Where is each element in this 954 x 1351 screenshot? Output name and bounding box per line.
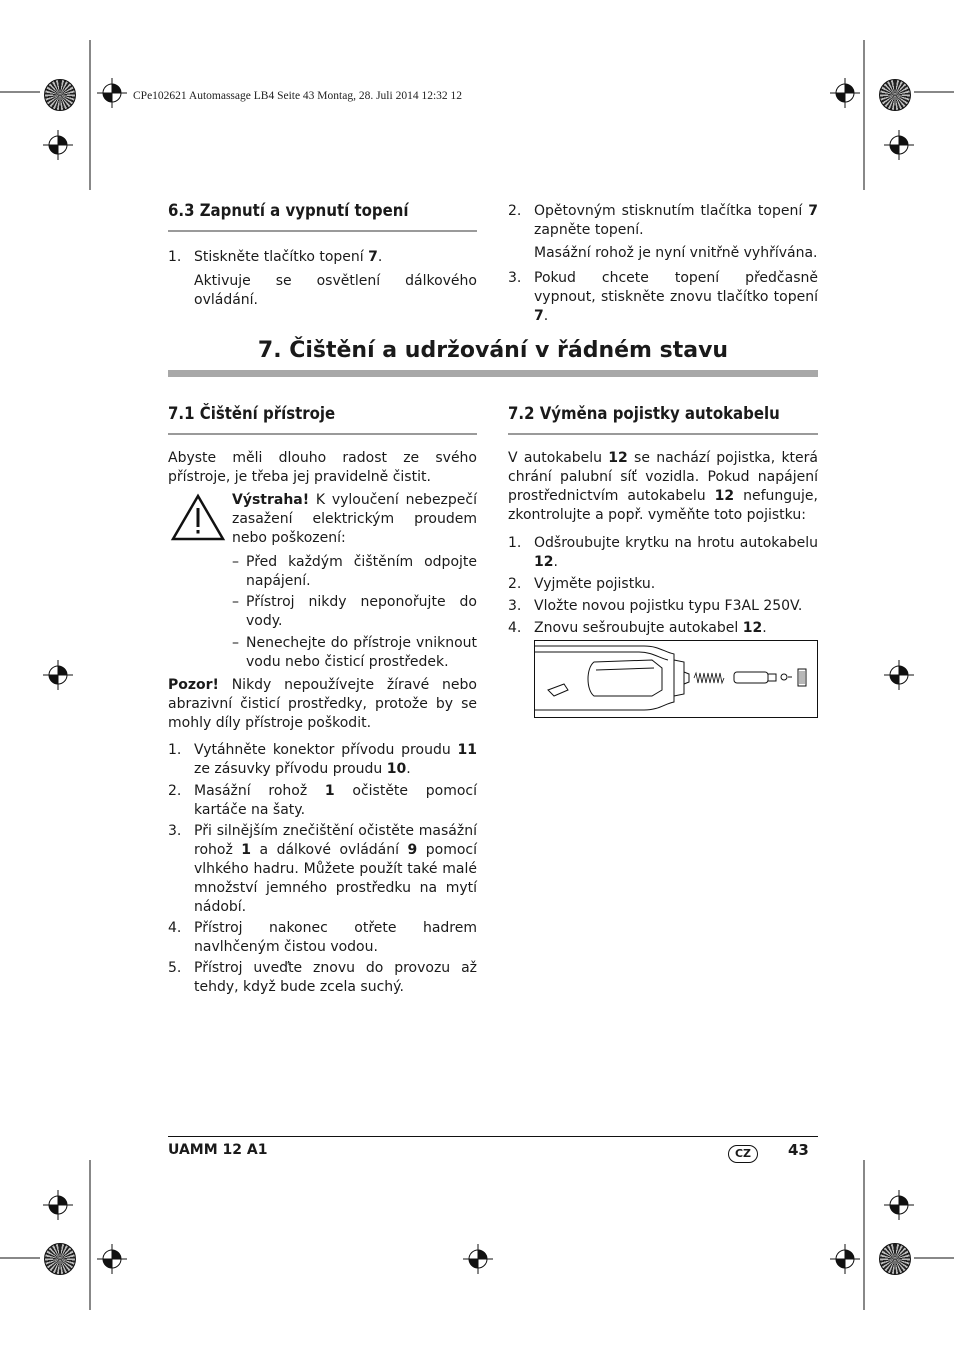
page-number: 43 <box>788 1141 809 1159</box>
color-wheel-icon <box>44 79 76 111</box>
note-text: Masážní rohož je nyní vnitřně vyhřívána. <box>534 245 818 261</box>
target-mark-icon <box>830 1244 860 1274</box>
target-mark-icon <box>884 1190 914 1220</box>
section-rule <box>508 433 818 435</box>
color-wheel-icon <box>879 1243 911 1275</box>
language-badge: CZ <box>728 1145 758 1163</box>
target-mark-icon <box>43 1190 73 1220</box>
target-mark-icon <box>884 660 914 690</box>
intro-text: V autokabelu 12 se nachází pojistka, která chrání palubní síť vozidla. Pokud napájení prostřednictvím autokabelu 12 nefunguje, zkontrolujte a popř. vyměňte toto pojistku: <box>508 450 818 523</box>
target-mark-icon <box>830 78 860 108</box>
footer-model: UAMM 12 A1 <box>168 1142 268 1158</box>
section-7-2-title: 7.2 Výměna pojistky autokabelu <box>508 404 780 424</box>
warning-text: Výstraha! K vyloučení nebezpečí zasažení elektrickým proudem nebo poškození: <box>232 492 477 546</box>
section-rule <box>168 433 477 435</box>
target-mark-icon <box>43 130 73 160</box>
color-wheel-icon <box>879 79 911 111</box>
section-rule <box>168 230 477 232</box>
car-cable-fuse-illustration <box>534 640 818 718</box>
intro-text: Abyste měli dlouho radost ze svého přístroje, je třeba jej pravidelně čistit. <box>168 450 477 485</box>
target-mark-icon <box>884 130 914 160</box>
print-header: CPe102621 Automassage LB4 Seite 43 Montag, 28. Juli 2014 12:32 12 <box>133 90 463 102</box>
chapter-rule <box>168 370 818 377</box>
footer-rule <box>168 1136 818 1137</box>
caution-text: Pozor! Nikdy nepoužívejte žíravé nebo abrazivní čisticí prostředky, protože by se mohly díly přístroje poškodit. <box>168 677 477 731</box>
target-mark-icon <box>463 1244 493 1274</box>
target-mark-icon <box>43 660 73 690</box>
section-6-3-title: 6.3 Zapnutí a vypnutí topení <box>168 201 409 221</box>
target-mark-icon <box>97 1244 127 1274</box>
target-mark-icon <box>97 78 127 108</box>
color-wheel-icon <box>44 1243 76 1275</box>
note-text: Aktivuje se osvětlení dálkového ovládání. <box>194 273 477 308</box>
chapter-title: 7. Čištění a udržování v řádném stavu <box>257 338 729 363</box>
section-7-1-title: 7.1 Čištění přístroje <box>168 404 336 424</box>
warning-icon <box>170 493 226 543</box>
